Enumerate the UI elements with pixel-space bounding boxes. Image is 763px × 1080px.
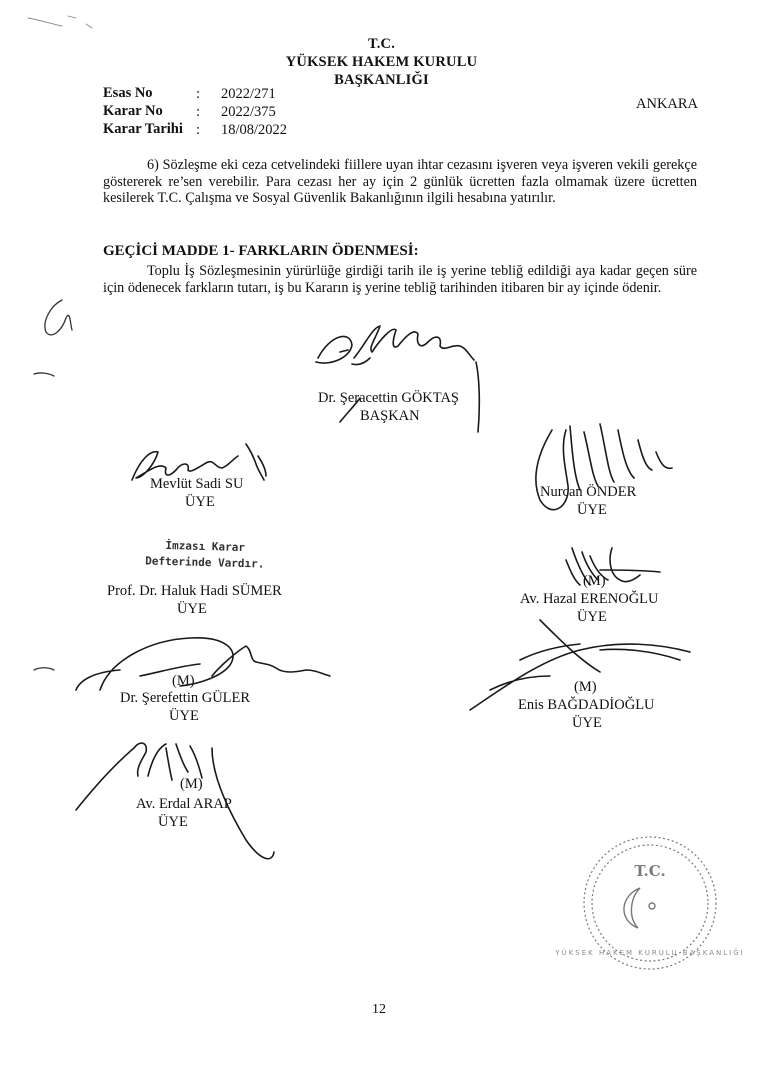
member-5-mark: (M) <box>172 673 195 689</box>
tarih-colon: : <box>196 122 201 138</box>
member-5-title: ÜYE <box>169 708 199 724</box>
member-3-title: ÜYE <box>177 601 207 617</box>
page-number: 12 <box>372 1002 386 1017</box>
member-1-name: Mevlüt Sadi SU <box>150 476 244 492</box>
chair-name: Dr. Şeracettin GÖKTAŞ <box>318 390 459 406</box>
city: ANKARA <box>636 96 699 112</box>
margin-initial-mark <box>45 300 72 335</box>
karar-colon: : <box>196 104 201 120</box>
karar-value: 2022/375 <box>221 104 276 120</box>
member-1-title: ÜYE <box>185 494 215 510</box>
header-tc: T.C. <box>367 36 396 52</box>
member-2-name: Nurcan ÖNDER <box>540 484 637 500</box>
chair-title: BAŞKAN <box>360 408 420 424</box>
corner-scribble <box>28 16 92 28</box>
seal-center-text: T.C. <box>634 862 666 880</box>
margin-tick-1 <box>34 373 54 376</box>
esas-colon: : <box>196 86 201 102</box>
member-7-title: ÜYE <box>158 814 188 830</box>
tarih-label: Karar Tarihi <box>103 121 183 137</box>
member-4-signature <box>566 548 660 585</box>
member-2-title: ÜYE <box>577 502 607 518</box>
member-5-name: Dr. Şerefettin GÜLER <box>120 690 251 706</box>
member-6-title: ÜYE <box>572 715 602 731</box>
esas-value: 2022/271 <box>221 86 276 102</box>
member-3-archive-stamp: İmzası Karar Defterinde Vardır. <box>145 538 265 571</box>
gecici-madde-heading: GEÇİCİ MADDE 1- FARKLARIN ÖDENMESİ: <box>103 243 419 259</box>
header-presidency: BAŞKANLIĞI <box>334 72 429 88</box>
member-7-name: Av. Erdal ARAP <box>136 796 232 812</box>
member-4-name: Av. Hazal ERENOĞLU <box>520 591 659 607</box>
header-institution: YÜKSEK HAKEM KURULU <box>285 54 478 70</box>
paragraph-6: 6) Sözleşme eki ceza cetvelindeki fiillere uyan ihtar cezasını işveren veya işveren vekili gerekçe göstererek re’sen verebilir. Para cezası her ay için 2 günlük ücretten fazla olmamak üzere ücretten kesilerek T.C. Çalışma ve Sosyal Güvenlik Bakanlığının ilgili hesabına yatırılır. <box>103 157 697 207</box>
member-6-name: Enis BAĞDADİOĞLU <box>518 697 655 713</box>
member-4-title: ÜYE <box>577 609 607 625</box>
member-1-signature <box>132 444 266 480</box>
member-6-mark: (M) <box>574 679 597 695</box>
member-4-mark: (M) <box>583 573 606 589</box>
esas-label: Esas No <box>103 85 153 101</box>
member-5-signature <box>76 638 330 690</box>
tarih-value: 18/08/2022 <box>221 122 288 138</box>
gecici-madde-text: Toplu İş Sözleşmesinin yürürlüğe girdiği tarih ile iş yerine tebliğ edildiği aya kadar geçen süre için ödenecek farkların tutarı, iş bu Kararın iş yerine tebliğ tarihinden itibaren bir ay içinde ödenir. <box>103 263 697 296</box>
seal-ring-text: YÜKSEK HAKEM KURULU BAŞKANLIĞI <box>555 949 745 957</box>
margin-tick-2 <box>34 668 54 670</box>
member-3-name: Prof. Dr. Haluk Hadi SÜMER <box>107 583 282 599</box>
member-7-mark: (M) <box>180 776 203 792</box>
karar-label: Karar No <box>103 103 163 119</box>
